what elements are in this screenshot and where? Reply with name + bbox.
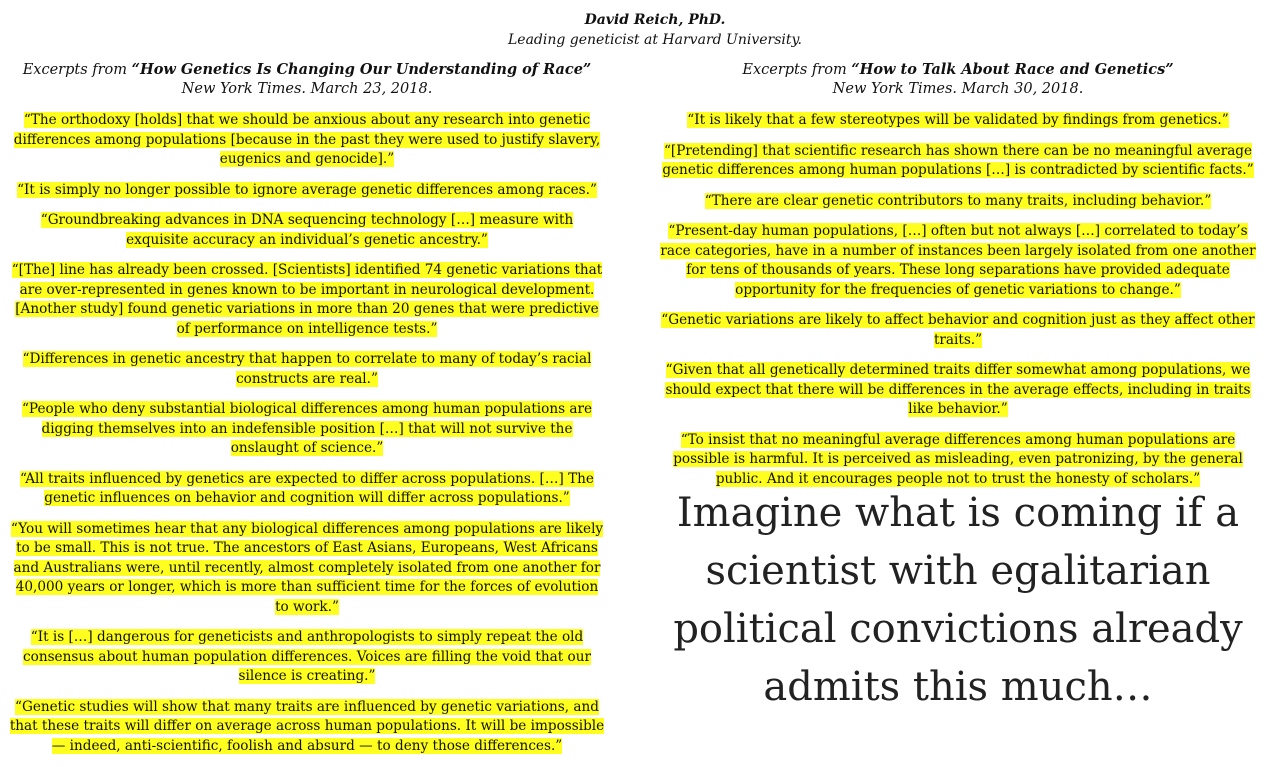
quote: “Genetic studies will show that many traits are influenced by genetic variations, and that these traits will differ on average across human populations. It will be impossible — indeed, anti-scientific, foolish and absurd — to deny those differences.” xyxy=(9,698,605,754)
right-source xyxy=(652,60,1264,99)
right-quotes xyxy=(652,111,1264,489)
caption-statement: Imagine what is coming if a scientist with egalitarian political convictions already admits this much… xyxy=(673,490,1243,710)
quote: “People who deny substantial biological differences among human populations are digging themselves into an indefensible position […] that will not survive the onslaught of science.” xyxy=(21,401,593,456)
author-title: Leading geneticist at Harvard University. xyxy=(507,32,803,48)
left-source xyxy=(8,60,606,99)
quote: “It is […] dangerous for geneticists and anthropologists to simply repeat the old consensus about human population differences. Voices are filling the void that our silence is creating.” xyxy=(23,629,591,684)
quote: “[The] line has already been crossed. [Scientists] identified 74 genetic variations that are over-represented in genes known to be important in neurological development. [Another study] found genetic variations in more than 20 genes that were predictive of performance on intelligence tests.” xyxy=(11,262,603,337)
quote: “There are clear genetic contributors to many traits, including behavior.” xyxy=(704,192,1212,209)
right-source-date: New York Times. March 30, 2018. xyxy=(832,81,1084,97)
quote: “Groundbreaking advances in DNA sequencing technology […] measure with exquisite accuracy an individual’s genetic ancestry.” xyxy=(40,212,574,248)
quote: “It is simply no longer possible to ignore average genetic differences among races.” xyxy=(17,181,597,198)
quote: “Given that all genetically determined traits differ somewhat among populations, we should expect that there will be differences in the average effects, including in traits like behavior.” xyxy=(665,362,1251,417)
author-name: David Reich, PhD. xyxy=(584,12,726,28)
quote: “It is likely that a few stereotypes will be validated by findings from genetics.” xyxy=(687,112,1229,128)
quote: “[Pretending] that scientific research has shown there can be no meaningful average genetic differences among human populations […] is contradicted by scientific facts.” xyxy=(662,142,1254,178)
left-source-title: “How Genetics Is Changing Our Understanding of Race” xyxy=(131,61,592,78)
quote: “The orthodoxy [holds] that we should be anxious about any research into genetic differences among populations [because in the past they were used to justify slavery, eugenics and genocide].” xyxy=(13,112,601,167)
left-source-date: New York Times. March 23, 2018. xyxy=(181,81,433,97)
right-source-title: “How to Talk About Race and Genetics” xyxy=(851,61,1174,78)
left-source-prefix: Excerpts from xyxy=(22,62,132,78)
quote: “All traits influenced by genetics are expected to differ across populations. […] The genetic influences on behavior and cognition will differ across populations.” xyxy=(20,470,594,506)
right-column xyxy=(652,60,1264,500)
left-quotes xyxy=(8,111,606,756)
header xyxy=(0,10,1280,50)
right-source-prefix: Excerpts from xyxy=(742,62,852,78)
quote: “Differences in genetic ancestry that happen to correlate to many of today’s racial constructs are real.” xyxy=(22,351,592,387)
left-column xyxy=(8,60,606,767)
quote: “Present-day human populations, […] often but not always […] correlated to today’s race categories, have in a number of instances been largely isolated from one another for tens of thousands of years. These long separations have provided adequate opportunity for the frequencies of genetic variations to change.” xyxy=(660,223,1256,298)
quote: “You will sometimes hear that any biological differences among populations are likely to be small. This is not true. The ancestors of East Asians, Europeans, West Africans and Australians were, until recently, almost completely isolated from one another for 40,000 years or longer, which is more than sufficient time for the forces of evolution to work.” xyxy=(10,520,604,615)
quote: “Genetic variations are likely to affect behavior and cognition just as they affect other traits.” xyxy=(661,312,1255,348)
quote: “To insist that no meaningful average differences among human populations are possible is harmful. It is perceived as misleading, even patronizing, by the general public. And it encourages people not to trust the honesty of scholars.” xyxy=(673,431,1243,487)
